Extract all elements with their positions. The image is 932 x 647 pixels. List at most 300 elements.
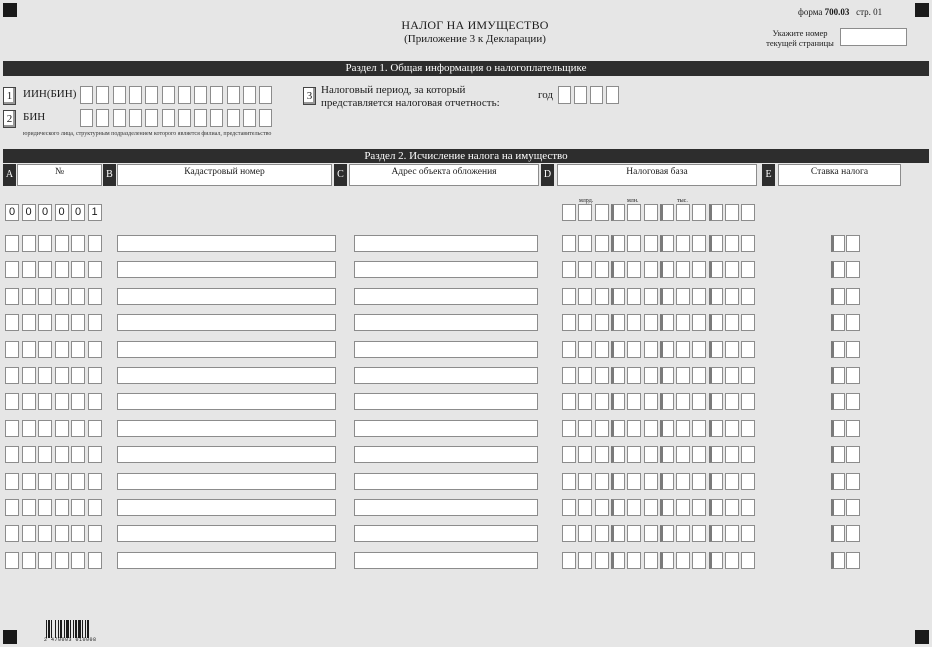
tax-base-digit-cell[interactable] <box>578 393 592 410</box>
tax-base-digit-cell[interactable] <box>578 204 592 221</box>
tax-base-digit-cell[interactable] <box>660 446 674 463</box>
tax-base-digit-cell[interactable] <box>644 367 658 384</box>
row-number-cell[interactable] <box>22 367 36 384</box>
row-number-cell[interactable] <box>38 314 52 331</box>
tax-base-digit-cell[interactable] <box>741 235 755 252</box>
tax-base-digit-cell[interactable] <box>676 473 690 490</box>
address-input[interactable] <box>354 235 538 252</box>
tax-base-digit-cell[interactable] <box>562 314 576 331</box>
tax-base-digit-cell[interactable] <box>676 367 690 384</box>
row-number-cell[interactable] <box>5 367 19 384</box>
tax-base-digit-cell[interactable] <box>627 420 641 437</box>
tax-base-digit-cell[interactable] <box>725 235 739 252</box>
year-digit-cell[interactable] <box>558 86 571 104</box>
tax-base-digit-cell[interactable] <box>611 499 625 516</box>
tax-base-digit-cell[interactable] <box>660 420 674 437</box>
tax-rate-digit-cell[interactable] <box>831 235 845 252</box>
row-number-cell[interactable] <box>22 341 36 358</box>
cadastral-number-input[interactable] <box>117 288 336 305</box>
tax-base-digit-cell[interactable] <box>578 261 592 278</box>
tax-base-digit-cell[interactable] <box>692 341 706 358</box>
tax-base-digit-cell[interactable] <box>725 314 739 331</box>
tax-base-digit-cell[interactable] <box>644 288 658 305</box>
tax-base-digit-cell[interactable] <box>611 525 625 542</box>
tax-base-digit-cell[interactable] <box>627 261 641 278</box>
tax-rate-digit-cell[interactable] <box>831 499 845 516</box>
bin-digit-cell[interactable] <box>210 109 223 127</box>
cadastral-number-input[interactable] <box>117 525 336 542</box>
row-number-cell[interactable] <box>55 261 69 278</box>
iin-digit-cell[interactable] <box>243 86 256 104</box>
tax-base-digit-cell[interactable] <box>644 314 658 331</box>
row-number-cell[interactable] <box>71 525 85 542</box>
tax-base-digit-cell[interactable] <box>627 288 641 305</box>
tax-base-digit-cell[interactable] <box>676 235 690 252</box>
tax-base-digit-cell[interactable] <box>578 499 592 516</box>
tax-base-digit-cell[interactable] <box>644 446 658 463</box>
tax-base-digit-cell[interactable] <box>562 499 576 516</box>
row-number-cell[interactable] <box>38 420 52 437</box>
address-input[interactable] <box>354 420 538 437</box>
tax-base-digit-cell[interactable] <box>709 341 723 358</box>
address-input[interactable] <box>354 552 538 569</box>
tax-rate-digit-cell[interactable] <box>846 525 860 542</box>
tax-base-digit-cell[interactable] <box>595 499 609 516</box>
row-number-cell[interactable] <box>38 341 52 358</box>
tax-base-digit-cell[interactable] <box>627 499 641 516</box>
row-number-cell[interactable] <box>22 473 36 490</box>
tax-base-digit-cell[interactable] <box>660 261 674 278</box>
tax-base-digit-cell[interactable] <box>578 235 592 252</box>
bin-digit-cell[interactable] <box>194 109 207 127</box>
tax-rate-digit-cell[interactable] <box>846 235 860 252</box>
row-number-cell[interactable] <box>88 314 102 331</box>
tax-base-digit-cell[interactable] <box>692 393 706 410</box>
iin-digit-cell[interactable] <box>145 86 158 104</box>
tax-base-digit-cell[interactable] <box>627 446 641 463</box>
bin-digit-cell[interactable] <box>129 109 142 127</box>
tax-base-digit-cell[interactable] <box>660 367 674 384</box>
row-number-cell[interactable] <box>55 314 69 331</box>
tax-base-digit-cell[interactable] <box>660 314 674 331</box>
tax-base-digit-cell[interactable] <box>709 499 723 516</box>
tax-base-digit-cell[interactable] <box>709 288 723 305</box>
row-number-cell[interactable] <box>5 552 19 569</box>
row-number-cell[interactable] <box>55 235 69 252</box>
tax-base-digit-cell[interactable] <box>627 235 641 252</box>
tax-base-digit-cell[interactable] <box>595 420 609 437</box>
tax-base-digit-cell[interactable] <box>709 393 723 410</box>
tax-base-digit-cell[interactable] <box>595 288 609 305</box>
tax-base-digit-cell[interactable] <box>725 367 739 384</box>
tax-base-digit-cell[interactable] <box>725 446 739 463</box>
tax-rate-digit-cell[interactable] <box>846 288 860 305</box>
iin-digit-cell[interactable] <box>259 86 272 104</box>
tax-base-digit-cell[interactable] <box>692 420 706 437</box>
tax-base-digit-cell[interactable] <box>627 314 641 331</box>
row-number-cell[interactable] <box>55 525 69 542</box>
tax-base-digit-cell[interactable] <box>676 525 690 542</box>
tax-base-digit-cell[interactable] <box>709 204 723 221</box>
tax-rate-digit-cell[interactable] <box>831 473 845 490</box>
tax-base-digit-cell[interactable] <box>578 525 592 542</box>
tax-base-digit-cell[interactable] <box>595 314 609 331</box>
row-number-cell[interactable] <box>5 420 19 437</box>
cadastral-number-input[interactable] <box>117 420 336 437</box>
tax-base-digit-cell[interactable] <box>595 341 609 358</box>
tax-base-digit-cell[interactable] <box>725 499 739 516</box>
tax-base-digit-cell[interactable] <box>578 420 592 437</box>
tax-base-digit-cell[interactable] <box>611 314 625 331</box>
cadastral-number-input[interactable] <box>117 314 336 331</box>
tax-base-digit-cell[interactable] <box>676 204 690 221</box>
tax-rate-digit-cell[interactable] <box>846 261 860 278</box>
row-number-cell[interactable] <box>71 235 85 252</box>
tax-base-digit-cell[interactable] <box>562 288 576 305</box>
row-number-cell[interactable] <box>55 341 69 358</box>
tax-base-digit-cell[interactable] <box>562 235 576 252</box>
tax-base-digit-cell[interactable] <box>611 420 625 437</box>
tax-base-digit-cell[interactable] <box>627 393 641 410</box>
tax-rate-digit-cell[interactable] <box>846 499 860 516</box>
tax-base-digit-cell[interactable] <box>562 204 576 221</box>
tax-base-digit-cell[interactable] <box>709 261 723 278</box>
tax-base-digit-cell[interactable] <box>692 235 706 252</box>
tax-rate-digit-cell[interactable] <box>831 446 845 463</box>
row-number-cell[interactable] <box>88 525 102 542</box>
tax-base-digit-cell[interactable] <box>660 235 674 252</box>
tax-base-digit-cell[interactable] <box>741 446 755 463</box>
bin-digit-cell[interactable] <box>259 109 272 127</box>
row-number-cell[interactable] <box>38 499 52 516</box>
tax-base-digit-cell[interactable] <box>741 204 755 221</box>
row-number-cell[interactable] <box>71 473 85 490</box>
tax-base-digit-cell[interactable] <box>611 341 625 358</box>
tax-base-digit-cell[interactable] <box>562 525 576 542</box>
tax-base-digit-cell[interactable] <box>676 420 690 437</box>
tax-rate-digit-cell[interactable] <box>846 552 860 569</box>
row-number-cell[interactable] <box>55 393 69 410</box>
tax-rate-digit-cell[interactable] <box>831 341 845 358</box>
row-number-cell[interactable] <box>55 552 69 569</box>
row-number-cell[interactable] <box>5 314 19 331</box>
row-number-cell[interactable] <box>55 367 69 384</box>
tax-base-digit-cell[interactable] <box>660 341 674 358</box>
bin-digit-cell[interactable] <box>178 109 191 127</box>
iin-digit-cell[interactable] <box>129 86 142 104</box>
row-number-cell[interactable] <box>22 446 36 463</box>
tax-base-digit-cell[interactable] <box>725 204 739 221</box>
page-number-input[interactable] <box>840 28 907 46</box>
tax-rate-digit-cell[interactable] <box>846 393 860 410</box>
tax-base-digit-cell[interactable] <box>627 341 641 358</box>
tax-rate-digit-cell[interactable] <box>846 473 860 490</box>
row-number-digit[interactable]: 0 <box>5 204 19 221</box>
tax-base-digit-cell[interactable] <box>692 204 706 221</box>
address-input[interactable] <box>354 341 538 358</box>
tax-rate-digit-cell[interactable] <box>831 288 845 305</box>
tax-base-digit-cell[interactable] <box>709 314 723 331</box>
row-number-cell[interactable] <box>38 367 52 384</box>
row-number-cell[interactable] <box>55 446 69 463</box>
address-input[interactable] <box>354 393 538 410</box>
tax-base-digit-cell[interactable] <box>725 393 739 410</box>
tax-base-digit-cell[interactable] <box>692 473 706 490</box>
tax-base-digit-cell[interactable] <box>627 525 641 542</box>
tax-base-digit-cell[interactable] <box>741 341 755 358</box>
tax-base-digit-cell[interactable] <box>595 473 609 490</box>
cadastral-number-input[interactable] <box>117 552 336 569</box>
row-number-digit[interactable]: 0 <box>71 204 85 221</box>
tax-base-digit-cell[interactable] <box>611 552 625 569</box>
row-number-cell[interactable] <box>88 420 102 437</box>
bin-digit-cell[interactable] <box>227 109 240 127</box>
tax-base-digit-cell[interactable] <box>578 473 592 490</box>
tax-base-digit-cell[interactable] <box>611 204 625 221</box>
row-number-cell[interactable] <box>5 473 19 490</box>
tax-base-digit-cell[interactable] <box>644 341 658 358</box>
row-number-digit[interactable]: 0 <box>22 204 36 221</box>
tax-base-digit-cell[interactable] <box>578 552 592 569</box>
tax-rate-digit-cell[interactable] <box>831 314 845 331</box>
tax-base-digit-cell[interactable] <box>611 473 625 490</box>
row-number-cell[interactable] <box>71 314 85 331</box>
tax-base-digit-cell[interactable] <box>562 420 576 437</box>
tax-base-digit-cell[interactable] <box>741 525 755 542</box>
tax-base-digit-cell[interactable] <box>660 204 674 221</box>
bin-digit-cell[interactable] <box>96 109 109 127</box>
tax-base-digit-cell[interactable] <box>692 499 706 516</box>
tax-base-digit-cell[interactable] <box>692 314 706 331</box>
row-number-cell[interactable] <box>71 420 85 437</box>
tax-base-digit-cell[interactable] <box>644 204 658 221</box>
row-number-cell[interactable] <box>71 261 85 278</box>
bin-digit-cell[interactable] <box>145 109 158 127</box>
row-number-digit[interactable]: 0 <box>38 204 52 221</box>
row-number-cell[interactable] <box>71 393 85 410</box>
tax-rate-digit-cell[interactable] <box>831 552 845 569</box>
row-number-cell[interactable] <box>22 314 36 331</box>
row-number-cell[interactable] <box>55 473 69 490</box>
row-number-cell[interactable] <box>88 393 102 410</box>
iin-digit-cell[interactable] <box>178 86 191 104</box>
cadastral-number-input[interactable] <box>117 393 336 410</box>
tax-base-digit-cell[interactable] <box>709 446 723 463</box>
tax-base-digit-cell[interactable] <box>644 473 658 490</box>
tax-base-digit-cell[interactable] <box>725 261 739 278</box>
tax-base-digit-cell[interactable] <box>595 552 609 569</box>
row-number-cell[interactable] <box>71 341 85 358</box>
row-number-cell[interactable] <box>71 446 85 463</box>
row-number-cell[interactable] <box>5 525 19 542</box>
tax-base-digit-cell[interactable] <box>725 552 739 569</box>
bin-digit-cell[interactable] <box>80 109 93 127</box>
row-number-digit[interactable]: 1 <box>88 204 102 221</box>
tax-base-digit-cell[interactable] <box>676 261 690 278</box>
tax-base-digit-cell[interactable] <box>644 235 658 252</box>
cadastral-number-input[interactable] <box>117 261 336 278</box>
tax-base-digit-cell[interactable] <box>676 288 690 305</box>
row-number-cell[interactable] <box>5 393 19 410</box>
tax-base-digit-cell[interactable] <box>660 288 674 305</box>
tax-base-digit-cell[interactable] <box>741 552 755 569</box>
year-digit-cell[interactable] <box>574 86 587 104</box>
iin-digit-cell[interactable] <box>96 86 109 104</box>
address-input[interactable] <box>354 473 538 490</box>
tax-base-digit-cell[interactable] <box>725 420 739 437</box>
row-number-digit[interactable]: 0 <box>55 204 69 221</box>
tax-base-digit-cell[interactable] <box>725 341 739 358</box>
tax-rate-digit-cell[interactable] <box>831 261 845 278</box>
row-number-cell[interactable] <box>88 552 102 569</box>
tax-base-digit-cell[interactable] <box>692 367 706 384</box>
tax-base-digit-cell[interactable] <box>595 446 609 463</box>
tax-base-digit-cell[interactable] <box>692 446 706 463</box>
tax-base-digit-cell[interactable] <box>692 525 706 542</box>
tax-base-digit-cell[interactable] <box>578 367 592 384</box>
row-number-cell[interactable] <box>55 499 69 516</box>
tax-base-digit-cell[interactable] <box>644 525 658 542</box>
year-digit-cell[interactable] <box>606 86 619 104</box>
tax-base-digit-cell[interactable] <box>709 552 723 569</box>
address-input[interactable] <box>354 367 538 384</box>
iin-digit-cell[interactable] <box>210 86 223 104</box>
row-number-cell[interactable] <box>38 393 52 410</box>
tax-base-digit-cell[interactable] <box>676 552 690 569</box>
row-number-cell[interactable] <box>38 235 52 252</box>
tax-base-digit-cell[interactable] <box>660 525 674 542</box>
tax-base-digit-cell[interactable] <box>741 314 755 331</box>
tax-base-digit-cell[interactable] <box>595 204 609 221</box>
tax-base-digit-cell[interactable] <box>660 499 674 516</box>
iin-digit-cell[interactable] <box>162 86 175 104</box>
cadastral-number-input[interactable] <box>117 367 336 384</box>
row-number-cell[interactable] <box>22 235 36 252</box>
tax-base-digit-cell[interactable] <box>578 288 592 305</box>
tax-base-digit-cell[interactable] <box>660 473 674 490</box>
tax-base-digit-cell[interactable] <box>611 446 625 463</box>
tax-rate-digit-cell[interactable] <box>831 393 845 410</box>
tax-base-digit-cell[interactable] <box>562 446 576 463</box>
tax-base-digit-cell[interactable] <box>578 314 592 331</box>
row-number-cell[interactable] <box>71 499 85 516</box>
row-number-cell[interactable] <box>5 235 19 252</box>
row-number-cell[interactable] <box>38 261 52 278</box>
row-number-cell[interactable] <box>88 288 102 305</box>
cadastral-number-input[interactable] <box>117 446 336 463</box>
tax-base-digit-cell[interactable] <box>692 552 706 569</box>
row-number-cell[interactable] <box>38 446 52 463</box>
address-input[interactable] <box>354 525 538 542</box>
row-number-cell[interactable] <box>88 446 102 463</box>
tax-base-digit-cell[interactable] <box>562 341 576 358</box>
row-number-cell[interactable] <box>88 261 102 278</box>
tax-base-digit-cell[interactable] <box>562 393 576 410</box>
tax-base-digit-cell[interactable] <box>741 367 755 384</box>
tax-base-digit-cell[interactable] <box>709 525 723 542</box>
tax-base-digit-cell[interactable] <box>627 473 641 490</box>
row-number-cell[interactable] <box>5 261 19 278</box>
address-input[interactable] <box>354 499 538 516</box>
iin-digit-cell[interactable] <box>227 86 240 104</box>
address-input[interactable] <box>354 314 538 331</box>
tax-base-digit-cell[interactable] <box>595 393 609 410</box>
row-number-cell[interactable] <box>5 288 19 305</box>
tax-base-digit-cell[interactable] <box>611 393 625 410</box>
tax-base-digit-cell[interactable] <box>676 314 690 331</box>
bin-digit-cell[interactable] <box>243 109 256 127</box>
row-number-cell[interactable] <box>55 420 69 437</box>
tax-base-digit-cell[interactable] <box>562 552 576 569</box>
tax-base-digit-cell[interactable] <box>741 473 755 490</box>
row-number-cell[interactable] <box>38 525 52 542</box>
row-number-cell[interactable] <box>88 499 102 516</box>
tax-base-digit-cell[interactable] <box>676 446 690 463</box>
address-input[interactable] <box>354 261 538 278</box>
tax-base-digit-cell[interactable] <box>709 367 723 384</box>
tax-base-digit-cell[interactable] <box>660 393 674 410</box>
tax-rate-digit-cell[interactable] <box>846 420 860 437</box>
tax-rate-digit-cell[interactable] <box>831 420 845 437</box>
tax-base-digit-cell[interactable] <box>644 420 658 437</box>
tax-base-digit-cell[interactable] <box>644 261 658 278</box>
cadastral-number-input[interactable] <box>117 341 336 358</box>
row-number-cell[interactable] <box>22 499 36 516</box>
tax-base-digit-cell[interactable] <box>611 367 625 384</box>
tax-rate-digit-cell[interactable] <box>846 446 860 463</box>
tax-base-digit-cell[interactable] <box>595 235 609 252</box>
row-number-cell[interactable] <box>38 552 52 569</box>
row-number-cell[interactable] <box>88 367 102 384</box>
row-number-cell[interactable] <box>88 235 102 252</box>
tax-rate-digit-cell[interactable] <box>846 314 860 331</box>
tax-base-digit-cell[interactable] <box>709 473 723 490</box>
tax-rate-digit-cell[interactable] <box>831 525 845 542</box>
tax-base-digit-cell[interactable] <box>725 525 739 542</box>
tax-base-digit-cell[interactable] <box>562 473 576 490</box>
bin-digit-cell[interactable] <box>162 109 175 127</box>
tax-base-digit-cell[interactable] <box>692 261 706 278</box>
row-number-cell[interactable] <box>5 499 19 516</box>
row-number-cell[interactable] <box>71 288 85 305</box>
tax-base-digit-cell[interactable] <box>611 261 625 278</box>
row-number-cell[interactable] <box>55 288 69 305</box>
row-number-cell[interactable] <box>88 473 102 490</box>
tax-base-digit-cell[interactable] <box>725 473 739 490</box>
tax-rate-digit-cell[interactable] <box>846 367 860 384</box>
iin-digit-cell[interactable] <box>80 86 93 104</box>
tax-base-digit-cell[interactable] <box>578 446 592 463</box>
tax-base-digit-cell[interactable] <box>676 393 690 410</box>
tax-base-digit-cell[interactable] <box>725 288 739 305</box>
tax-base-digit-cell[interactable] <box>611 288 625 305</box>
tax-base-digit-cell[interactable] <box>562 261 576 278</box>
cadastral-number-input[interactable] <box>117 473 336 490</box>
row-number-cell[interactable] <box>38 288 52 305</box>
tax-base-digit-cell[interactable] <box>741 499 755 516</box>
row-number-cell[interactable] <box>71 552 85 569</box>
tax-base-digit-cell[interactable] <box>627 367 641 384</box>
address-input[interactable] <box>354 288 538 305</box>
tax-base-digit-cell[interactable] <box>644 393 658 410</box>
cadastral-number-input[interactable] <box>117 499 336 516</box>
tax-base-digit-cell[interactable] <box>709 420 723 437</box>
tax-base-digit-cell[interactable] <box>627 204 641 221</box>
tax-base-digit-cell[interactable] <box>676 499 690 516</box>
row-number-cell[interactable] <box>22 288 36 305</box>
row-number-cell[interactable] <box>88 341 102 358</box>
tax-base-digit-cell[interactable] <box>595 525 609 542</box>
